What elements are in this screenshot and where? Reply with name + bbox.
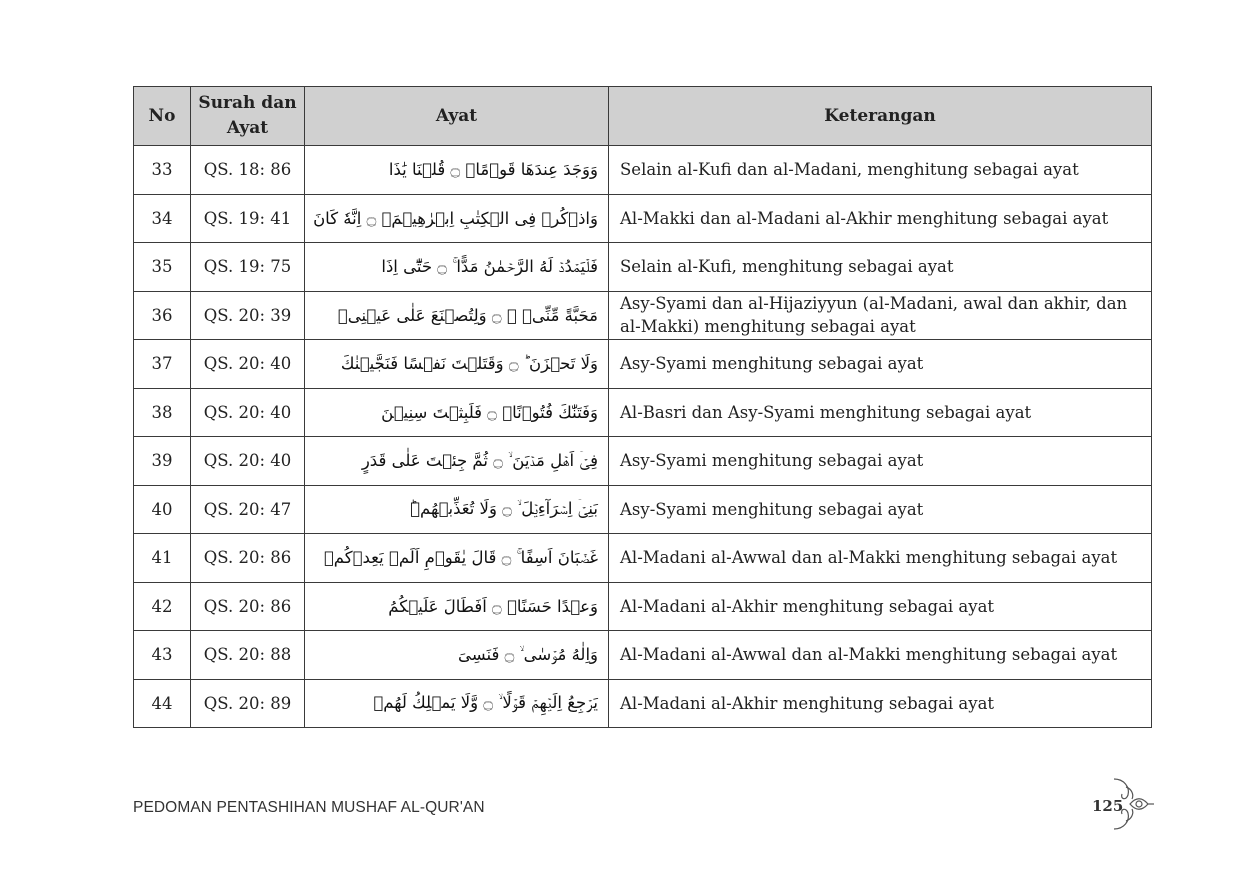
table-row [134,485,1152,534]
header-ayat: Ayat [305,87,609,146]
header-surah-line2: Ayat [226,118,269,138]
row-no: 33 [134,146,191,195]
table-row [134,388,1152,437]
row-ayat: وَاِلٰهُ مُوۡسٰى ۙ ۝ فَنَسِىَ [305,631,609,680]
header-keterangan: Keterangan [609,87,1152,146]
row-keterangan: Al-Madani al-Akhir menghitung sebagai ayat [609,582,1152,631]
row-keterangan: Al-Madani al-Awwal dan al-Makki menghitung sebagai ayat [609,631,1152,680]
row-surah: QS. 19: 41 [191,194,305,243]
row-ayat: وَلَا تَحۡزَنَ ؕ ۝ وَقَتَلۡتَ نَفۡسًا فَنَجَّيۡنٰكَ [305,340,609,389]
row-ayat: وَعۡدًا حَسَنًاۗ ۝ اَفَطَالَ عَلَيۡكُمُ [305,582,609,631]
row-no: 39 [134,437,191,486]
ayat-table [133,86,1152,728]
row-keterangan: Asy-Syami menghitung sebagai ayat [609,485,1152,534]
row-no: 38 [134,388,191,437]
row-keterangan: Asy-Syami dan al-Hijaziyyun (al-Madani, awal dan akhir, dan al-Makki) menghitung sebagai ayat [609,291,1152,340]
row-ayat: غَضۡبَانَ اَسِفًا ۚ ۝ قَالَ يٰقَوۡمِ اَلَمۡ يَعِدۡكُمۡ [305,534,609,583]
row-no: 44 [134,679,191,728]
table-row [134,679,1152,728]
table-row [134,631,1152,680]
header-surah-ayat [191,87,305,146]
row-ayat: مَحَبَّةً مِّنِّىۡ ۚ ۝ وَلِتُصۡنَعَ عَلٰى عَيۡنِىۡ [305,291,609,340]
footer-book-title: PEDOMAN PENTASHIHAN MUSHAF AL-QUR'AN [133,799,485,816]
row-no: 34 [134,194,191,243]
table-row [134,582,1152,631]
row-keterangan: Asy-Syami menghitung sebagai ayat [609,340,1152,389]
row-no: 41 [134,534,191,583]
row-surah: QS. 20: 40 [191,340,305,389]
row-keterangan: Asy-Syami menghitung sebagai ayat [609,437,1152,486]
table-row [134,243,1152,292]
page-ornament-icon [1108,775,1154,833]
row-keterangan: Al-Basri dan Asy-Syami menghitung sebagai ayat [609,388,1152,437]
row-ayat: فِىۡۤ اَهۡلِ مَدۡيَنَ ۙ ۝ ثُمَّ جِئۡتَ عَلٰى قَدَرٍ [305,437,609,486]
header-surah-line1: Surah dan [198,93,297,113]
table-body [134,146,1152,728]
row-no: 43 [134,631,191,680]
row-keterangan: Selain al-Kufi, menghitung sebagai ayat [609,243,1152,292]
page-number: 125 [1092,797,1124,815]
row-ayat: وَاذۡكُرۡ فِى الۡكِتٰبِ اِبۡرٰهِيۡمَۗ ۝ اِنَّهٗ كَانَ [305,194,609,243]
row-ayat: يَرۡجِعُ اِلَيۡهِمۡ قَوۡلًا ۙ ۝ وَّلَا يَمۡلِكُ لَهُمۡ [305,679,609,728]
row-surah: QS. 20: 86 [191,534,305,583]
table-row [134,340,1152,389]
table-row [134,194,1152,243]
row-no: 36 [134,291,191,340]
row-keterangan: Al-Makki dan al-Madani al-Akhir menghitung sebagai ayat [609,194,1152,243]
row-ayat: فَلۡيَمۡدُدۡ لَهُ الرَّحۡمٰنُ مَدًّا ۚ ۝ حَتّٰٓى اِذَا [305,243,609,292]
row-ayat: بَنِىۡۤ اِسۡرَآءِيۡلَ ۙ ۝ وَلَا تُعَذِّبۡهُمۡؕ [305,485,609,534]
row-no: 42 [134,582,191,631]
row-surah: QS. 20: 40 [191,437,305,486]
row-surah: QS. 19: 75 [191,243,305,292]
row-keterangan: Al-Madani al-Akhir menghitung sebagai ayat [609,679,1152,728]
table-row [134,146,1152,195]
row-surah: QS. 20: 47 [191,485,305,534]
row-keterangan: Selain al-Kufi dan al-Madani, menghitung sebagai ayat [609,146,1152,195]
row-keterangan: Al-Madani al-Awwal dan al-Makki menghitung sebagai ayat [609,534,1152,583]
table-header-row [134,87,1152,146]
table-row [134,291,1152,340]
row-ayat: وَفَتَنّٰكَ فُتُوۡنًاۗ ۝ فَلَبِثۡتَ سِنِيۡنَ [305,388,609,437]
row-no: 35 [134,243,191,292]
row-surah: QS. 20: 40 [191,388,305,437]
row-surah: QS. 20: 39 [191,291,305,340]
row-no: 37 [134,340,191,389]
row-ayat: وَوَجَدَ عِندَهَا قَوۡمًاۗ ۝ قُلۡنَا يَٰذَا [305,146,609,195]
row-surah: QS. 18: 86 [191,146,305,195]
row-surah: QS. 20: 89 [191,679,305,728]
row-surah: QS. 20: 88 [191,631,305,680]
row-surah: QS. 20: 86 [191,582,305,631]
table-row [134,534,1152,583]
header-no: No [134,87,191,146]
table-row [134,437,1152,486]
row-no: 40 [134,485,191,534]
